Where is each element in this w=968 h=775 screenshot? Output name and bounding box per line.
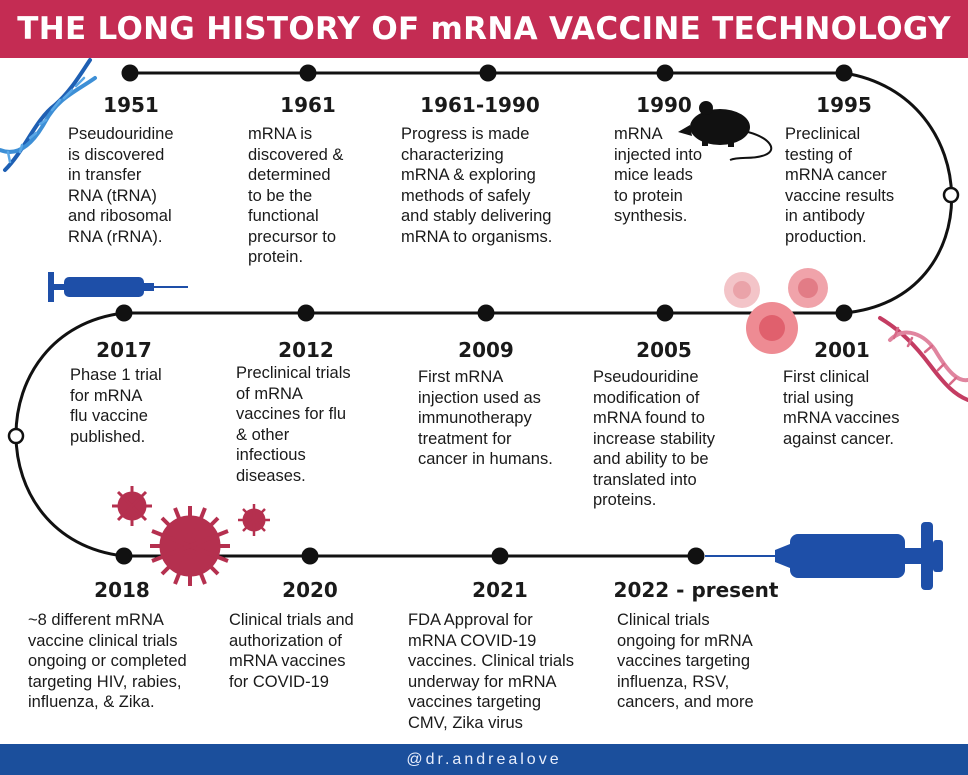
description-line: in antibody — [785, 207, 865, 225]
timeline-dot — [836, 65, 853, 82]
event-year: 1961 — [280, 93, 336, 117]
description-line: discovered & — [248, 145, 344, 164]
description-line: of mRNA — [236, 384, 303, 403]
description-line: immunotherapy — [418, 409, 532, 427]
description-line: vaccine clinical trials — [28, 631, 178, 650]
description-line: against cancer. — [783, 429, 894, 448]
description-line: underway for mRNA — [408, 672, 557, 691]
description-line: influenza, RSV, — [617, 672, 730, 691]
description-line: methods of safely — [401, 186, 531, 205]
description-line: and stably delivering — [401, 207, 552, 225]
description-line: vaccines targeting — [408, 693, 541, 711]
timeline-dot — [116, 305, 133, 322]
description-line: vaccines targeting — [617, 652, 750, 670]
description-line: functional — [248, 207, 319, 225]
description-line: mRNA — [614, 125, 663, 143]
description-line: ~8 different mRNA — [28, 611, 164, 629]
event-year: 2020 — [282, 578, 338, 602]
timeline-dot — [298, 305, 315, 322]
description-line: to protein — [614, 186, 683, 205]
event-year: 2017 — [96, 338, 152, 362]
event-description — [70, 365, 162, 447]
event-year: 1961-1990 — [420, 93, 540, 117]
event-year: 2009 — [458, 338, 514, 362]
event-description — [248, 124, 343, 268]
description-line: is discovered — [68, 145, 165, 164]
description-line: & other — [236, 425, 290, 444]
description-line: production. — [785, 227, 867, 246]
event-description — [401, 124, 552, 247]
description-line: Clinical trials and — [229, 611, 354, 629]
description-line: cancers, and more — [617, 693, 754, 711]
description-line: mice leads — [614, 166, 693, 184]
event-year: 1990 — [636, 93, 692, 117]
description-line: determined — [248, 166, 331, 184]
timeline-dot — [492, 548, 509, 565]
description-line: Pseudouridine — [68, 125, 174, 143]
description-line: mRNA vaccines — [783, 409, 900, 427]
event-year: 1951 — [103, 93, 159, 117]
event-description — [783, 367, 899, 449]
description-line: synthesis. — [614, 207, 688, 225]
timeline-dot — [657, 305, 674, 322]
credit-footer — [0, 744, 968, 775]
timeline-dot — [836, 305, 853, 322]
description-line: authorization of — [229, 631, 342, 650]
description-line: mRNA vaccines — [229, 652, 346, 670]
description-line: CMV, Zika virus — [408, 713, 523, 732]
description-line: vaccines. Clinical trials — [408, 652, 574, 670]
description-line: FDA Approval for — [408, 611, 533, 629]
event-description — [617, 610, 754, 713]
description-line: RNA (rRNA). — [68, 227, 163, 246]
event-description — [785, 124, 894, 247]
description-line: vaccines for flu — [236, 405, 347, 423]
description-line: infectious — [236, 446, 306, 464]
event-description — [229, 610, 354, 692]
event-year: 2021 — [472, 578, 528, 602]
description-line: precursor to — [248, 227, 337, 246]
page-title: THE LONG HISTORY OF mRNA VACCINE TECHNOLOGY — [17, 11, 951, 47]
description-line: Phase 1 trial — [70, 366, 162, 384]
description-line: influenza, & Zika. — [28, 693, 155, 711]
timeline-dot — [480, 65, 497, 82]
syringe-icon — [48, 272, 188, 302]
description-line: to be the — [248, 186, 313, 205]
loop-marker — [944, 188, 958, 202]
description-line: modification of — [593, 388, 700, 407]
event-year: 2001 — [814, 338, 870, 362]
description-line: Preclinical — [785, 125, 861, 143]
description-line: Pseudouridine — [593, 368, 699, 386]
description-line: RNA (tRNA) — [68, 186, 157, 205]
event-year: 1995 — [816, 93, 872, 117]
description-line: cancer in humans. — [418, 450, 553, 468]
description-line: trial using — [783, 388, 854, 407]
description-line: ongoing or completed — [28, 652, 187, 670]
event-description — [614, 124, 702, 227]
timeline-dot — [116, 548, 133, 565]
event-year: 2012 — [278, 338, 334, 362]
event-year: 2022 - present — [613, 578, 779, 602]
description-line: flu vaccine — [70, 407, 148, 425]
description-line: mRNA cancer — [785, 166, 887, 184]
timeline-dot — [122, 65, 139, 82]
description-line: ongoing for mRNA — [617, 631, 753, 650]
description-line: Progress is made — [401, 125, 530, 143]
description-line: injection used as — [418, 388, 541, 407]
description-line: vaccine results — [785, 186, 895, 205]
timeline-dot — [657, 65, 674, 82]
event-description — [408, 610, 574, 733]
loop-marker — [9, 429, 23, 443]
description-line: mRNA found to — [593, 409, 705, 427]
description-line: First clinical — [783, 368, 870, 386]
description-line: and ability to be — [593, 450, 709, 468]
virus-icon — [112, 486, 270, 586]
event-description — [418, 367, 553, 470]
description-line: in transfer — [68, 166, 142, 184]
description-line: Clinical trials — [617, 611, 710, 629]
event-year: 2005 — [636, 338, 692, 362]
event-description — [236, 363, 351, 486]
description-line: published. — [70, 427, 146, 446]
description-line: proteins. — [593, 491, 657, 509]
description-line: testing of — [785, 145, 852, 164]
description-line: translated into — [593, 470, 697, 489]
description-line: mRNA COVID-19 — [408, 631, 537, 650]
description-line: mRNA is — [248, 125, 313, 143]
event-description — [68, 124, 174, 247]
description-line: increase stability — [593, 429, 715, 448]
description-line: mRNA to organisms. — [401, 227, 553, 246]
timeline-dot — [302, 548, 319, 565]
timeline-dot — [300, 65, 317, 82]
event-description — [28, 610, 187, 713]
event-description — [593, 367, 715, 511]
description-line: Preclinical trials — [236, 364, 351, 382]
description-line: treatment for — [418, 429, 512, 448]
description-line: and ribosomal — [68, 207, 172, 225]
timeline-dot — [688, 548, 705, 565]
description-line: protein. — [248, 248, 304, 266]
description-line: mRNA & exploring — [401, 166, 536, 184]
event-year: 2018 — [94, 578, 150, 602]
cell-cluster-icon — [724, 268, 828, 354]
description-line: First mRNA — [418, 368, 504, 386]
timeline-dot — [478, 305, 495, 322]
description-line: diseases. — [236, 466, 306, 485]
description-line: characterizing — [401, 145, 504, 164]
description-line: for COVID-19 — [229, 672, 329, 691]
author-handle: @dr.andrealove — [406, 750, 562, 768]
description-line: targeting HIV, rabies, — [28, 672, 182, 691]
description-line: injected into — [614, 145, 703, 164]
description-line: for mRNA — [70, 386, 143, 405]
